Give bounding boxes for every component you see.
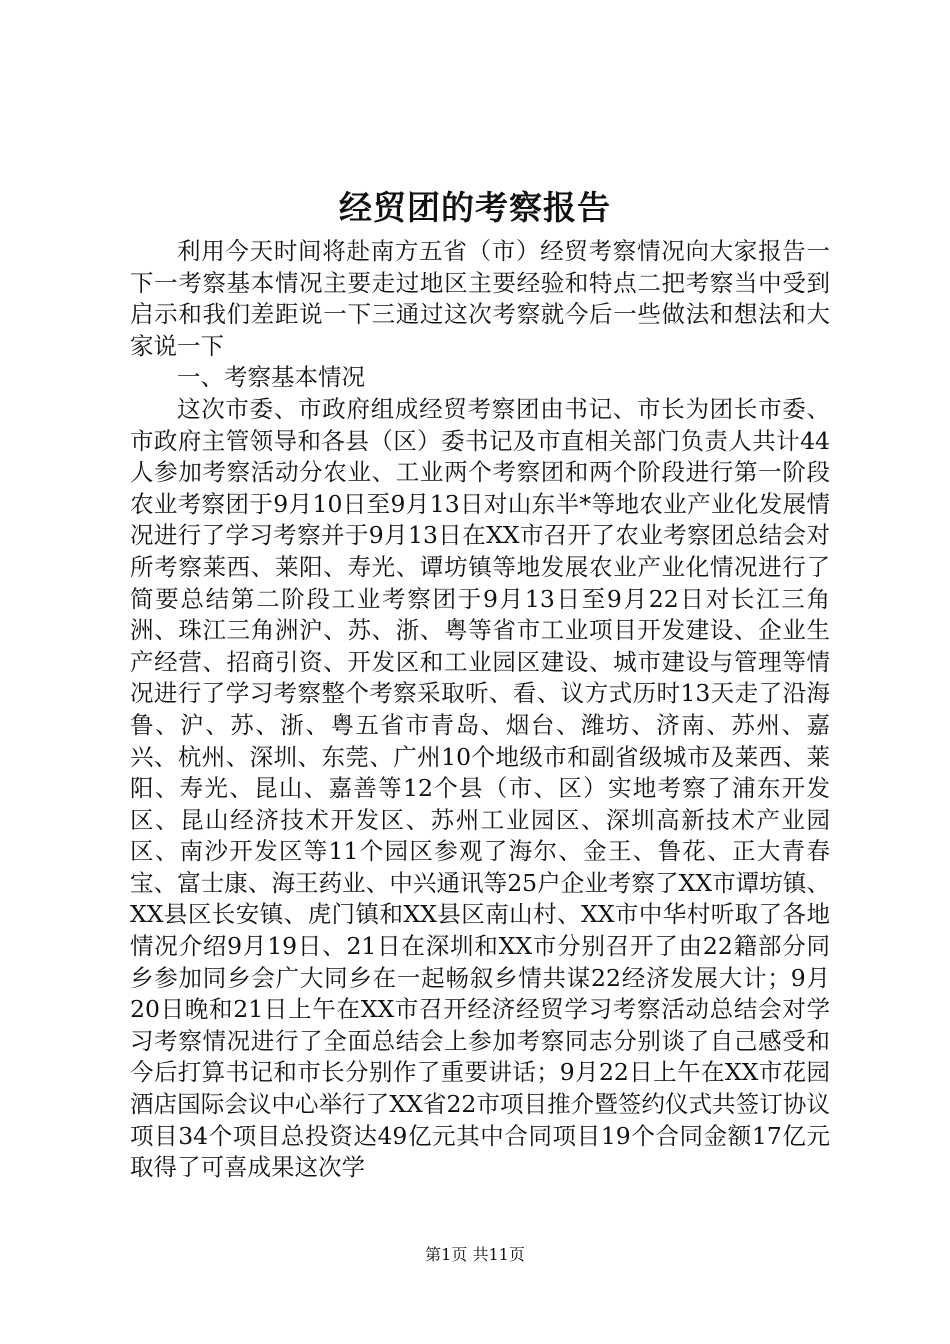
document-title: 经贸团的考察报告 <box>339 188 611 227</box>
page-number: 第1页 <box>425 1245 468 1264</box>
intro-paragraph: 利用今天时间将赴南方五省（市）经贸考察情况向大家报告一下一考察基本情况主要走过地区主要经验和特点二把考察当中受到启示和我们差距说一下三通过这次考察就今后一些做法和想法和大家说一下 <box>130 237 830 360</box>
body-paragraph: 这次市委、市政府组成经贸考察团由书记、市长为团长市委、市政府主管领导和各县（区）委书记及市直相关部门负责人共计44人参加考察活动分农业、工业两个考察团和两个阶段进行第一阶段农业考察团于9月10日至9月13日对山东半*等地农业产业化发展情况进行了学习考察并于9月13日在XX市召开了农业考察团总结会对所考察莱西、莱阳、寿光、谭坊镇等地发展农业产业化情况进行了简要总结第二阶段工业考察团于9月13日至9月22日对长江三角洲、珠江三角洲沪、苏、浙、粤等省市工业项目开发建设、企业生产经营、招商引资、开发区和工业园区建设、城市建设与管理等情况进行了学习考察整个考察采取听、看、议方式历时13天走了沿海鲁、沪、苏、浙、粤五省市青岛、烟台、潍坊、济南、苏州、嘉兴、杭州、深圳、东莞、广州10个地级市和副省级城市及莱西、莱阳、寿光、昆山、嘉善等12个县（市、区）实地考察了浦东开发区、昆山经济技术开发区、苏州工业园区、深圳高新技术产业园区、南沙开发区等11个园区参观了海尔、金王、鲁花、正大青春宝、富士康、海王药业、中兴通讯等25户企业考察了XX市谭坊镇、XX县区长安镇、虎门镇和XX县区南山村、XX市中华村听取了各地情况介绍9月19日、21日在深圳和XX市分别召开了由22籍部分同乡参加同乡会广大同乡在一起畅叙乡情共谋22经济发展大计；9月20日晚和21日上午在XX市召开经济经贸学习考察活动总结会对学习考察情况进行了全面总结会上参加考察同志分别谈了自己感受和今后打算书记和市长分别作了重要讲话；9月22日上午在XX市花园酒店国际会议中心举行了XX省22市项目推介暨签约仪式共签订协议项目34个项目总投资达49亿元其中合同项目19个合同金额17亿元取得了可喜成果这次学 <box>130 394 830 1182</box>
page-footer <box>0 1244 950 1266</box>
section-heading: 一、考察基本情况 <box>177 363 365 392</box>
page-total: 共11页 <box>472 1245 525 1264</box>
document-body <box>130 236 830 1184</box>
